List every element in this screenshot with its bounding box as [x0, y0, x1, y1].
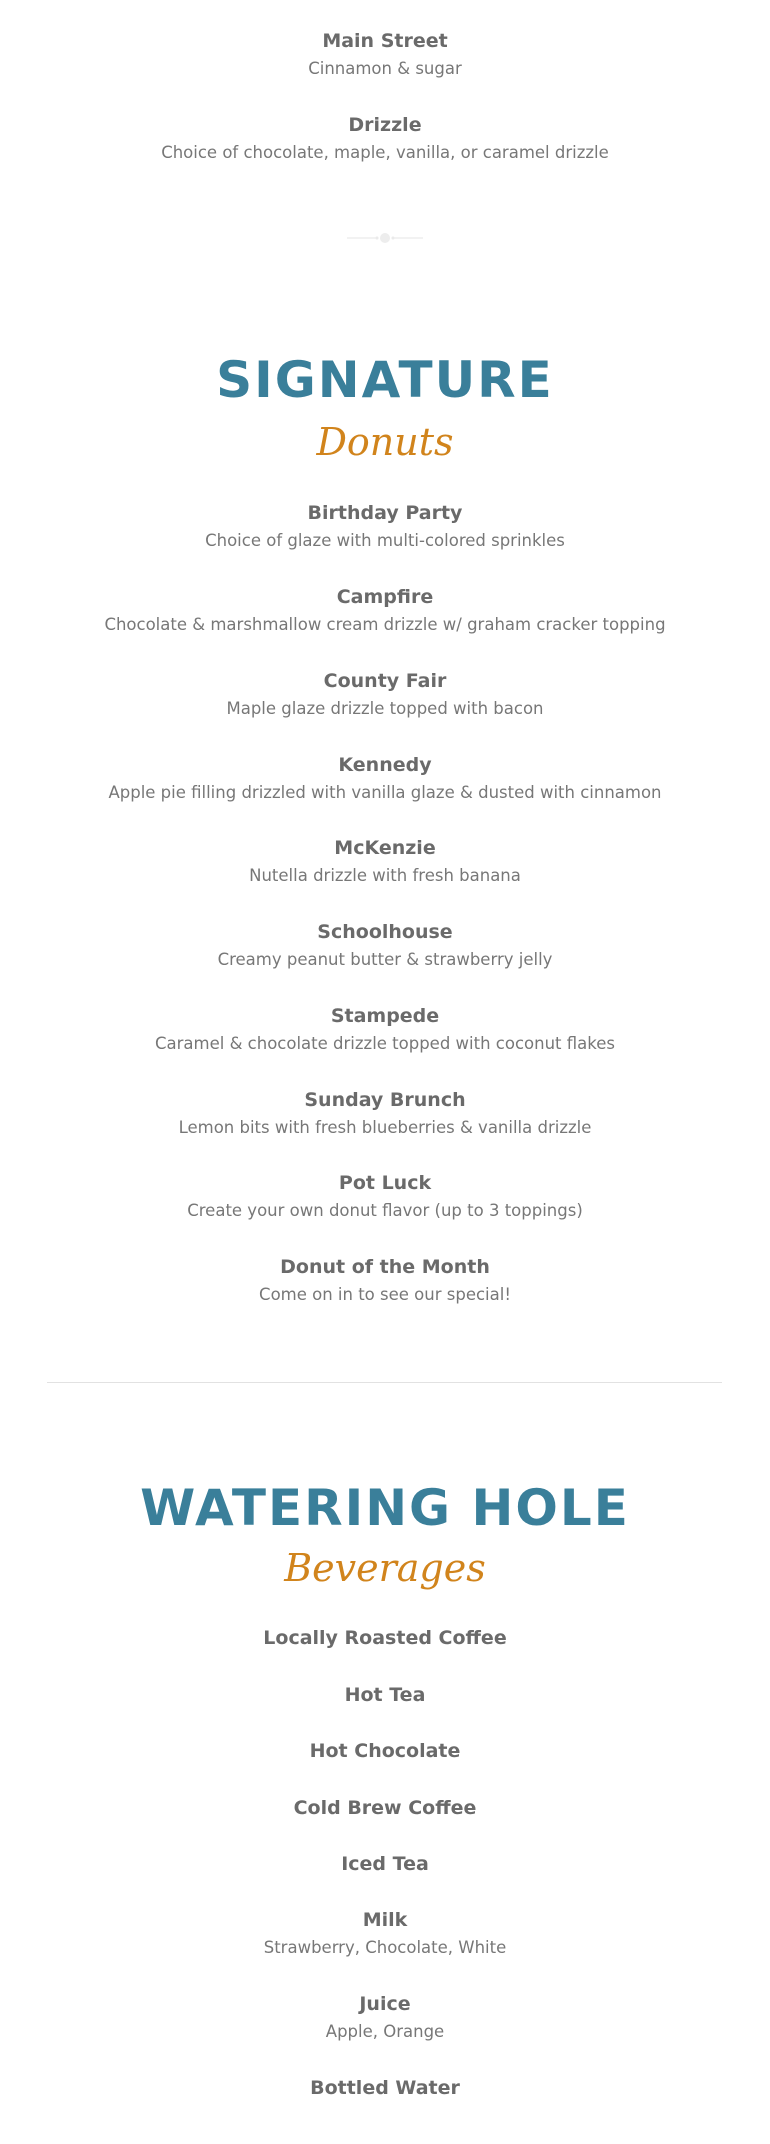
item-description: Apple, Orange — [325, 2022, 445, 2041]
section-divider — [47, 1382, 722, 1383]
menu-item-bottled-water — [0, 2075, 770, 2101]
item-description: Caramel & chocolate drizzle topped with coconut flakes — [154, 1034, 615, 1053]
item-name: County Fair — [323, 670, 447, 692]
item-description: Chocolate & marshmallow cream drizzle w/ graham cracker topping — [104, 615, 666, 634]
section-title-watering-hole: WATERING HOLE — [140, 1479, 630, 1537]
item-name: Milk — [362, 1909, 408, 1931]
menu-item-sunday-brunch — [0, 1087, 770, 1141]
item-description: Maple glaze drizzle topped with bacon — [226, 699, 544, 718]
item-name: Hot Tea — [344, 1684, 426, 1706]
item-name: Sunday Brunch — [304, 1089, 466, 1111]
item-description: Choice of chocolate, maple, vanilla, or caramel drizzle — [161, 143, 609, 162]
menu-item-cold-brew-coffee — [0, 1795, 770, 1821]
item-name: Birthday Party — [307, 502, 463, 524]
menu-item-campfire — [0, 584, 770, 638]
item-name: Donut of the Month — [280, 1256, 490, 1278]
item-description: Cinnamon & sugar — [308, 59, 462, 78]
item-name: Hot Chocolate — [309, 1740, 461, 1762]
item-name: Iced Tea — [341, 1853, 429, 1875]
menu-item-birthday-party — [0, 500, 770, 554]
menu-item-locally-roasted-coffee — [0, 1625, 770, 1651]
item-name: Drizzle — [348, 114, 422, 136]
item-name: Stampede — [330, 1005, 440, 1027]
menu-item-drizzle — [0, 112, 770, 166]
menu-item-juice — [0, 1991, 770, 2045]
item-name: Main Street — [322, 30, 448, 52]
ornament-divider-icon — [345, 228, 425, 248]
item-description: Nutella drizzle with fresh banana — [249, 866, 521, 885]
item-description: Apple pie filling drizzled with vanilla glaze & dusted with cinnamon — [108, 783, 662, 802]
menu-item-hot-tea — [0, 1682, 770, 1708]
item-description: Lemon bits with fresh blueberries & vanilla drizzle — [178, 1118, 592, 1137]
menu-item-pot-luck — [0, 1170, 770, 1224]
menu-item-main-street — [0, 28, 770, 82]
section-subtitle-beverages: Beverages — [284, 1546, 486, 1590]
section-title-signature: SIGNATURE — [216, 351, 554, 409]
item-name: Pot Luck — [338, 1172, 432, 1194]
item-description: Creamy peanut butter & strawberry jelly — [217, 950, 553, 969]
section-subtitle-donuts: Donuts — [316, 420, 454, 464]
item-name: Campfire — [336, 586, 434, 608]
item-name: Kennedy — [338, 754, 432, 776]
item-name: Bottled Water — [310, 2077, 460, 2099]
item-name: Schoolhouse — [317, 921, 453, 943]
item-description: Create your own donut flavor (up to 3 toppings) — [187, 1201, 583, 1220]
item-description: Choice of glaze with multi-colored sprinkles — [205, 531, 565, 550]
item-name: Locally Roasted Coffee — [263, 1627, 507, 1649]
menu-item-mckenzie — [0, 835, 770, 889]
menu-item-hot-chocolate — [0, 1738, 770, 1764]
menu-item-iced-tea — [0, 1851, 770, 1877]
menu-item-schoolhouse — [0, 919, 770, 973]
item-name: Juice — [359, 1993, 411, 2015]
item-name: McKenzie — [334, 837, 436, 859]
menu-item-kennedy — [0, 752, 770, 806]
item-description: Strawberry, Chocolate, White — [263, 1938, 507, 1957]
menu-item-milk — [0, 1907, 770, 1961]
menu-item-county-fair — [0, 668, 770, 722]
item-name: Cold Brew Coffee — [293, 1797, 477, 1819]
menu-item-donut-of-the-month — [0, 1254, 770, 1308]
menu-item-stampede — [0, 1003, 770, 1057]
item-description: Come on in to see our special! — [259, 1285, 511, 1304]
